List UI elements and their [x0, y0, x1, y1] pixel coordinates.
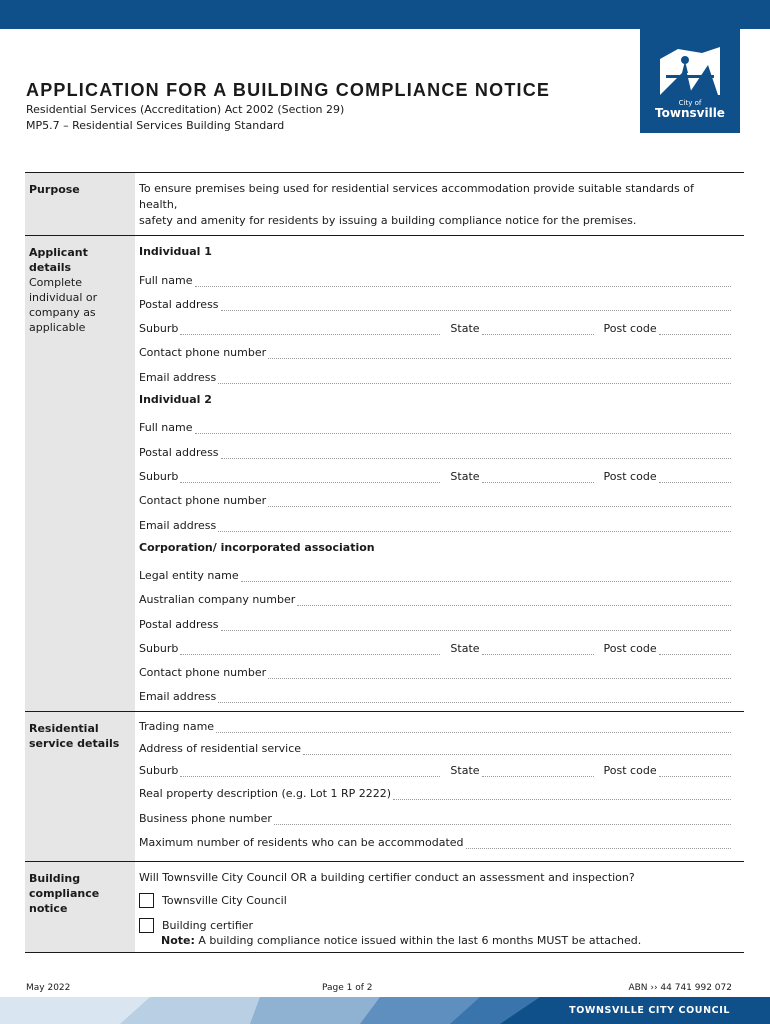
input-line[interactable]	[218, 373, 731, 384]
field-label: Full name	[139, 273, 193, 287]
top-banner	[0, 0, 770, 29]
compliance-label-2: compliance notice	[29, 886, 100, 915]
residential-label-cell	[25, 712, 135, 861]
field-label: Contact phone number	[139, 666, 267, 680]
certifier-option-label: Building certifier	[162, 919, 254, 933]
purpose-label-cell	[25, 173, 135, 235]
application-form	[25, 172, 744, 953]
residential-suburb-row[interactable]	[139, 761, 731, 783]
individual-2-heading: Individual 2	[139, 392, 212, 406]
ind1-contact-phone-field[interactable]	[139, 341, 731, 365]
purpose-label: Purpose	[29, 183, 80, 196]
footer-abn: ABN ›› 44 741 992 072	[628, 983, 732, 993]
field-label: Address of residential service	[139, 742, 302, 756]
purpose-section	[25, 172, 744, 235]
logo-name: Townsville	[655, 106, 725, 120]
compliance-section	[25, 861, 744, 953]
input-line[interactable]	[393, 789, 731, 800]
field-label: Contact phone number	[139, 346, 267, 360]
residential-label-2: service details	[29, 737, 120, 751]
compliance-fields	[135, 862, 744, 952]
page-title: APPLICATION FOR A BUILDING COMPLIANCE NOTICE	[26, 80, 551, 100]
postcode-input-line[interactable]	[659, 472, 731, 483]
townsville-logo	[640, 27, 740, 133]
field-label: Real property description (e.g. Lot 1 RP 2222)	[139, 787, 392, 801]
purpose-text-1: To ensure premises being used for residential services accommodation provide suitable standards of health,	[139, 182, 694, 211]
compliance-note	[139, 934, 731, 947]
applicant-label: Applicant details	[29, 246, 88, 274]
applicant-hint-1: Complete	[29, 276, 83, 289]
ind1-postal-address-field[interactable]	[139, 293, 731, 317]
corp-suburb-row[interactable]	[139, 637, 731, 661]
corp-legal-entity-field[interactable]	[139, 564, 731, 588]
note-label: Note:	[161, 933, 195, 947]
suburb-input-line[interactable]	[180, 324, 440, 335]
compliance-label-cell	[25, 862, 135, 952]
suburb-input-line[interactable]	[180, 766, 440, 777]
property-description-field[interactable]	[139, 783, 731, 806]
state-input-line[interactable]	[482, 324, 594, 335]
input-line[interactable]	[221, 448, 731, 459]
field-label: Post code	[603, 642, 657, 656]
input-line[interactable]	[195, 276, 731, 287]
field-label: Postal address	[139, 617, 219, 631]
input-line[interactable]	[221, 620, 731, 631]
input-line[interactable]	[195, 423, 731, 434]
corp-contact-phone-field[interactable]	[139, 661, 731, 685]
trading-name-field[interactable]	[139, 717, 731, 739]
input-line[interactable]	[268, 668, 731, 679]
logo-emblem-icon	[658, 45, 722, 97]
field-label: Postal address	[139, 297, 219, 311]
residential-label-1: Residential	[29, 722, 99, 736]
footer-banner	[0, 997, 770, 1024]
field-label: Full name	[139, 421, 193, 435]
max-residents-field[interactable]	[139, 831, 731, 855]
ind1-suburb-row[interactable]	[139, 317, 731, 341]
note-text: A building compliance notice issued within the last 6 months MUST be attached.	[194, 933, 642, 947]
compliance-label-1: Building	[29, 871, 81, 885]
postcode-input-line[interactable]	[659, 644, 731, 655]
input-line[interactable]	[466, 838, 731, 849]
field-label: Trading name	[139, 720, 215, 734]
suburb-input-line[interactable]	[180, 644, 440, 655]
input-line[interactable]	[297, 595, 731, 606]
footer-date: May 2022	[26, 983, 71, 993]
ind2-full-name-field[interactable]	[139, 416, 731, 440]
input-line[interactable]	[218, 692, 731, 703]
field-label: Email address	[139, 370, 217, 384]
council-checkbox[interactable]	[139, 893, 154, 908]
footer-page-number: Page 1 of 2	[322, 983, 373, 993]
postcode-input-line[interactable]	[659, 324, 731, 335]
corp-acn-field[interactable]	[139, 588, 731, 612]
certifier-checkbox[interactable]	[139, 918, 154, 933]
individual-1-heading: Individual 1	[139, 245, 212, 258]
input-line[interactable]	[268, 348, 731, 359]
logo-city-of: City of	[678, 99, 702, 107]
field-label: Suburb	[139, 322, 179, 336]
field-label: State	[450, 764, 480, 778]
field-label: Suburb	[139, 642, 179, 656]
field-label: Post code	[603, 322, 657, 336]
ind2-contact-phone-field[interactable]	[139, 489, 731, 513]
field-label: State	[450, 322, 480, 336]
purpose-content	[135, 173, 744, 235]
ind2-email-field[interactable]	[139, 513, 731, 537]
council-option-label: Townsville City Council	[162, 894, 287, 908]
input-line[interactable]	[268, 496, 731, 507]
corp-email-field[interactable]	[139, 685, 731, 705]
input-line[interactable]	[218, 521, 731, 532]
field-label: Post code	[603, 469, 657, 483]
input-line[interactable]	[241, 571, 731, 582]
field-label: Contact phone number	[139, 494, 267, 508]
field-label: State	[450, 642, 480, 656]
applicant-hint-3: company as	[29, 306, 96, 319]
field-label: State	[450, 469, 480, 483]
state-input-line[interactable]	[482, 472, 594, 483]
field-label: Business phone number	[139, 811, 272, 825]
ind2-postal-address-field[interactable]	[139, 440, 731, 464]
input-line[interactable]	[303, 744, 731, 755]
field-label: Suburb	[139, 469, 179, 483]
field-label: Email address	[139, 518, 217, 532]
subtitle-standard: MP5.7 – Residential Services Building Standard	[26, 119, 285, 132]
applicant-hint-4: applicable	[29, 321, 86, 334]
applicant-fields	[135, 236, 744, 711]
ind1-email-field[interactable]	[139, 365, 731, 389]
compliance-question: Will Townsville City Council OR a building certifier conduct an assessment and inspection?	[139, 870, 635, 884]
field-label: Postal address	[139, 445, 219, 459]
postcode-input-line[interactable]	[659, 766, 731, 777]
corporation-heading: Corporation/ incorporated association	[139, 540, 375, 554]
field-label: Maximum number of residents who can be accommodated	[139, 835, 464, 849]
input-line[interactable]	[274, 814, 731, 825]
residential-section	[25, 711, 744, 861]
field-label: Post code	[603, 764, 657, 778]
ind2-suburb-row[interactable]	[139, 465, 731, 489]
residential-address-field[interactable]	[139, 739, 731, 761]
subtitle-act: Residential Services (Accreditation) Act 2002 (Section 29)	[26, 103, 345, 116]
input-line[interactable]	[216, 722, 731, 733]
field-label: Legal entity name	[139, 569, 239, 583]
applicant-hint-2: individual or	[29, 291, 98, 304]
residential-fields	[135, 712, 744, 861]
state-input-line[interactable]	[482, 766, 594, 777]
field-label: Email address	[139, 690, 217, 704]
business-phone-field[interactable]	[139, 806, 731, 830]
applicant-label-cell	[25, 236, 135, 711]
purpose-text-2: safety and amenity for residents by issuing a building compliance notice for the premises.	[139, 214, 637, 227]
footer-council-name: TOWNSVILLE CITY COUNCIL	[569, 1005, 730, 1016]
input-line[interactable]	[221, 300, 731, 311]
ind1-full-name-field[interactable]	[139, 268, 731, 292]
suburb-input-line[interactable]	[180, 472, 440, 483]
state-input-line[interactable]	[482, 644, 594, 655]
option-council-row[interactable]	[139, 890, 731, 912]
field-label: Australian company number	[139, 593, 296, 607]
applicant-section	[25, 235, 744, 711]
field-label: Suburb	[139, 764, 179, 778]
corp-postal-address-field[interactable]	[139, 612, 731, 636]
